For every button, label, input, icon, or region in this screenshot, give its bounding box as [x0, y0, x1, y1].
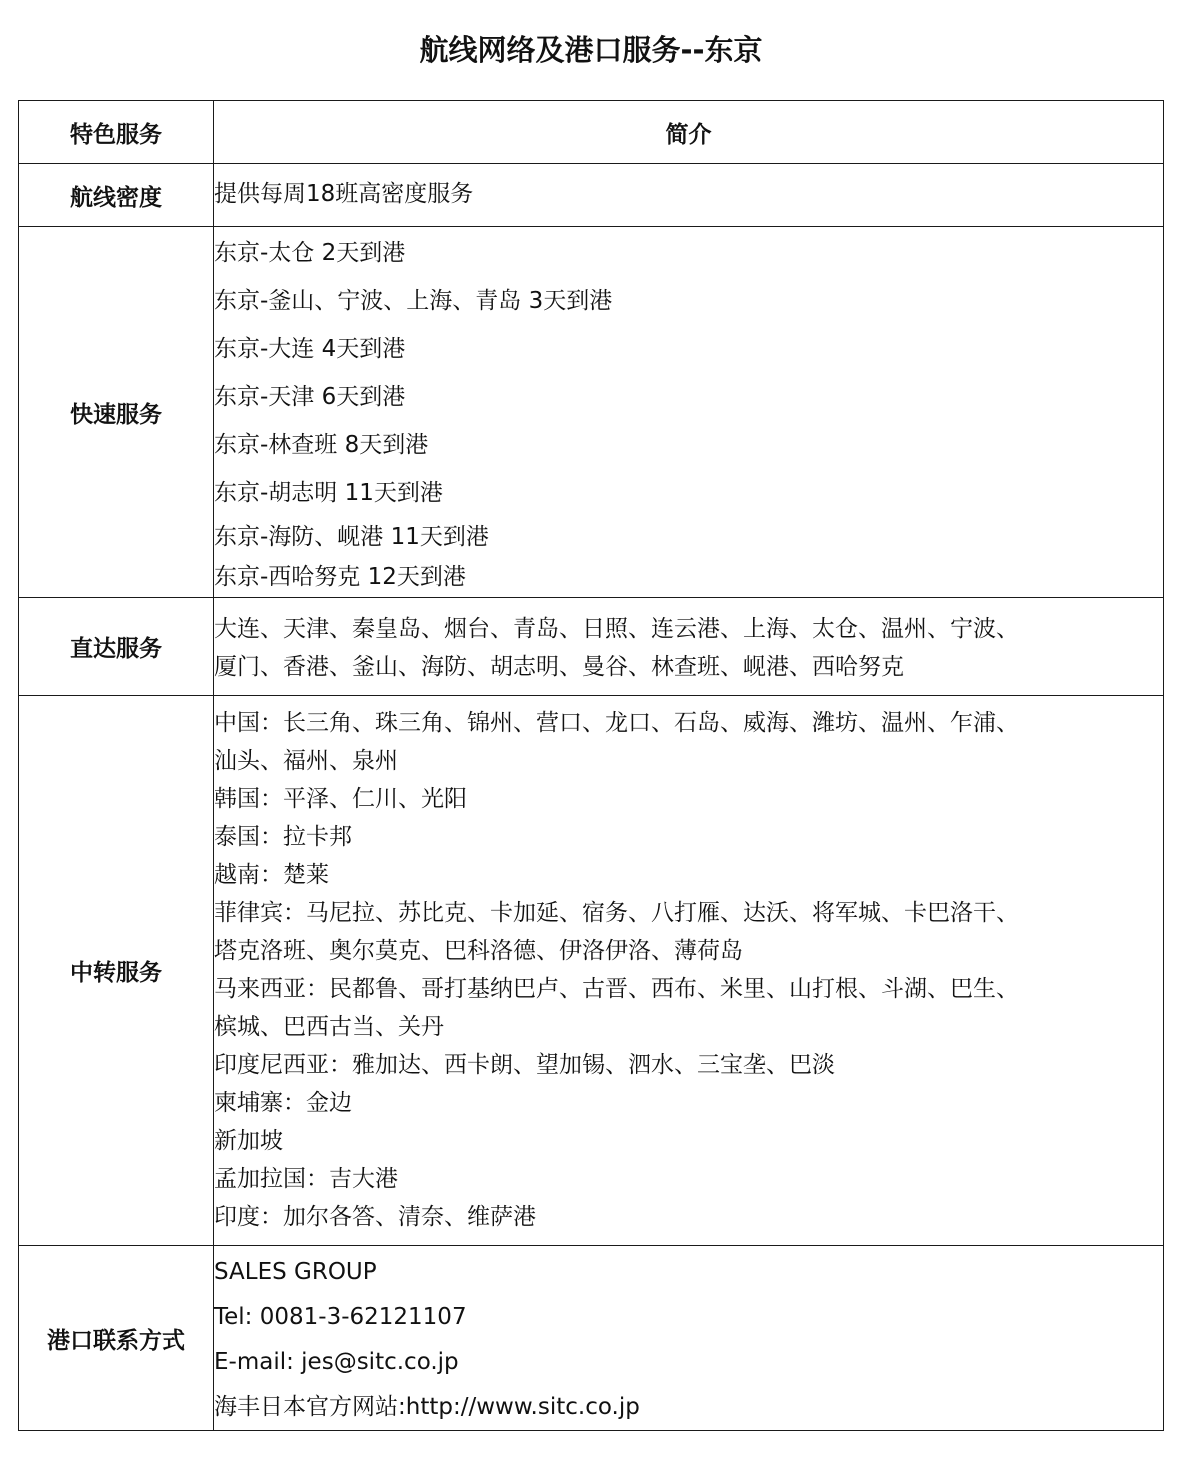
transfer-line: 新加坡 [214, 1128, 283, 1154]
express-line: 东京-西哈努克 12天到港 [214, 564, 466, 590]
transfer-line: 菲律宾：马尼拉、苏比克、卡加延、宿务、八打雁、达沃、将军城、卡巴洛干、 [214, 900, 1019, 926]
row-content-direct [214, 598, 1164, 696]
express-line: 东京-釜山、宁波、上海、青岛 3天到港 [214, 288, 613, 314]
page-title: 航线网络及港口服务--东京 [419, 33, 763, 67]
table-header-row [19, 101, 1164, 164]
row-content-express [214, 227, 1164, 598]
row-content-contact [214, 1246, 1164, 1431]
table-row-contact [19, 1246, 1164, 1431]
transfer-line: 汕头、福州、泉州 [214, 748, 398, 774]
row-label-direct: 直达服务 [19, 598, 214, 696]
row-content-transfer [214, 696, 1164, 1246]
table-row-transfer [19, 696, 1164, 1246]
row-label-transfer: 中转服务 [19, 696, 214, 1246]
density-text: 提供每周18班高密度服务 [214, 181, 474, 207]
contact-website: 海丰日本官方网站:http://www.sitc.co.jp [214, 1394, 640, 1420]
express-line: 东京-太仓 2天到港 [214, 240, 406, 266]
row-label-contact: 港口联系方式 [19, 1246, 214, 1431]
express-line: 东京-林查班 8天到港 [214, 432, 429, 458]
header-intro-cell: 简介 [214, 101, 1164, 164]
direct-line: 厦门、香港、釜山、海防、胡志明、曼谷、林查班、岘港、西哈努克 [214, 654, 904, 680]
transfer-line: 中国：长三角、珠三角、锦州、营口、龙口、石岛、威海、潍坊、温州、乍浦、 [214, 710, 1019, 736]
express-line: 东京-天津 6天到港 [214, 384, 406, 410]
contact-tel: Tel: 0081-3-62121107 [214, 1304, 467, 1330]
header-feature-cell: 特色服务 [19, 101, 214, 164]
row-label-density: 航线密度 [19, 164, 214, 227]
transfer-line: 印度：加尔各答、清奈、维萨港 [214, 1204, 536, 1230]
table-row-express [19, 227, 1164, 598]
transfer-line: 马来西亚：民都鲁、哥打基纳巴卢、古晋、西布、米里、山打根、斗湖、巴生、 [214, 976, 1019, 1002]
service-table [18, 100, 1164, 1431]
row-content-density [214, 164, 1164, 227]
transfer-line: 印度尼西亚：雅加达、西卡朗、望加锡、泗水、三宝垄、巴淡 [214, 1052, 835, 1078]
express-line: 东京-大连 4天到港 [214, 336, 406, 362]
table-row-density [19, 164, 1164, 227]
table-row-direct [19, 598, 1164, 696]
direct-line: 大连、天津、秦皇岛、烟台、青岛、日照、连云港、上海、太仓、温州、宁波、 [214, 616, 1019, 642]
transfer-line: 槟城、巴西古当、关丹 [214, 1014, 444, 1040]
contact-email: E-mail: jes@sitc.co.jp [214, 1349, 459, 1375]
transfer-line: 韩国：平泽、仁川、光阳 [214, 786, 467, 812]
transfer-line: 塔克洛班、奥尔莫克、巴科洛德、伊洛伊洛、薄荷岛 [214, 938, 743, 964]
contact-group: SALES GROUP [214, 1259, 377, 1285]
transfer-line: 柬埔寨：金边 [214, 1090, 352, 1116]
row-label-express: 快速服务 [19, 227, 214, 598]
express-line: 东京-海防、岘港 11天到港 [214, 524, 489, 550]
transfer-line: 孟加拉国：吉大港 [214, 1166, 398, 1192]
transfer-line: 泰国：拉卡邦 [214, 824, 352, 850]
express-line: 东京-胡志明 11天到港 [214, 480, 443, 506]
transfer-line: 越南：楚莱 [214, 862, 329, 888]
